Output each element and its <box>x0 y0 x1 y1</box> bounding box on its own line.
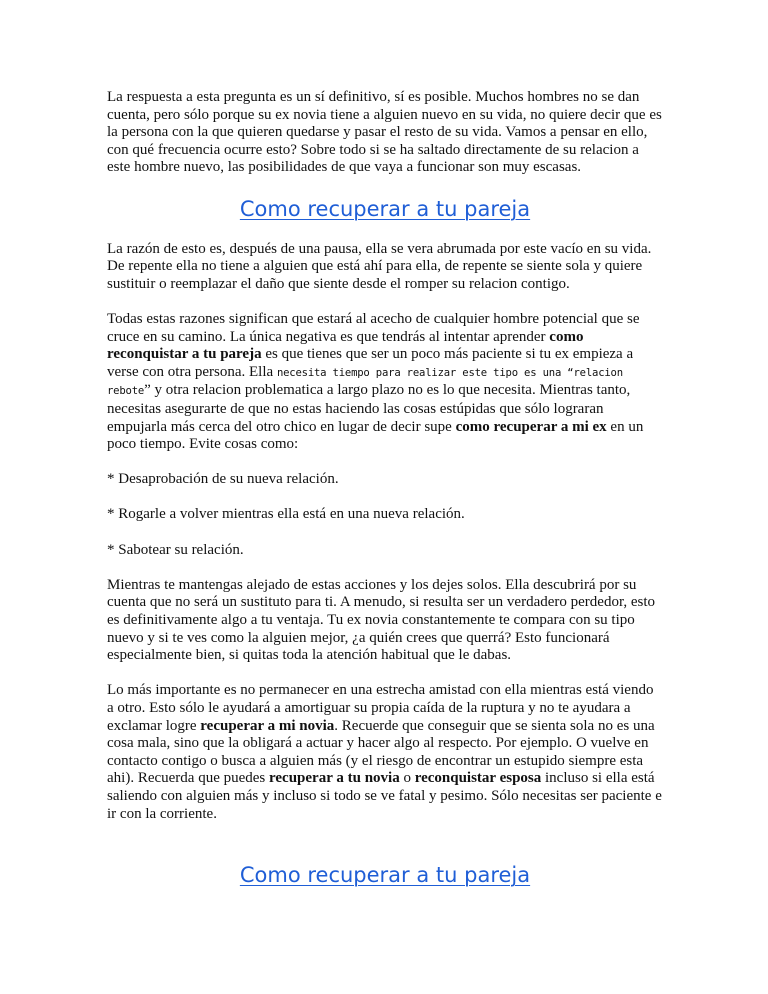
text-run: . Recuerde que conseguir que se sienta sola no es una cosa mala, sino que la obligará a actuar y hacer algo al respecto. Por ejemplo. O vuelve en contacto contigo o busca a alguien más (y el riesgo de encontrar un estupido siempre esta ahi). Recuerda que puedes <box>107 717 655 787</box>
bold-keyword: como reconquistar a tu pareja <box>107 328 584 363</box>
bullet-item: * Rogarle a volver mientras ella está en una nueva relación. <box>107 506 465 523</box>
link-como-recuperar-top[interactable]: Como recuperar a tu pareja <box>239 196 531 221</box>
text-run: Todas estas razones significan que estará al acecho de cualquier hombre potencial que se cruce en su camino. La única negativa es que tendrás al intentar aprender <box>107 310 640 345</box>
paragraph-intro: La respuesta a esta pregunta es un sí definitivo, sí es posible. Muchos hombres no se dan cuenta, pero sólo porque su ex novia tiene a alguien nuevo en su vida, no quiere decir que es la persona con la que quieren quedarse y pasar el resto de su vida. Vamos a pensar en ello, con qué frecuencia ocurre esto? Sobre todo si se ha saltado directamente de su relacion a este hombre nuevo, las posibilidades de que vaya a funcionar son muy escasas. <box>107 89 662 176</box>
bullet-item: * Desaprobación de su nueva relación. <box>107 471 339 488</box>
link-como-recuperar-bottom[interactable]: Como recuperar a tu pareja <box>239 863 531 888</box>
paragraph-reason: La razón de esto es, después de una pausa, ella se vera abrumada por este vacío en su vida. De repente ella no tiene a alguien que está ahí para ella, de repente se siente sola y quiere sustituir o reemplazar el daño que siente desde el romper su relacion contigo. <box>107 240 652 292</box>
text-run: incluso si ella está saliendo con alguien más y incluso si todo se ve fatal y pesimo. Sólo necesitas ser paciente e ir con la corriente. <box>107 770 662 822</box>
text-run: Lo más importante es no permanecer en una estrecha amistad con ella mientras está viendo a otro. Esto sólo le ayudará a amortiguar su propia caída de la ruptura y no te ayudara a exclamar logre <box>107 682 654 734</box>
bold-keyword: reconquistar esposa <box>414 770 542 787</box>
bullet-item: * Sabotear su relación. <box>107 541 244 558</box>
paragraph-important <box>107 682 663 823</box>
text-run: ” y otra relacion problematica a largo plazo no es lo que necesita. Mientras tanto, necesitas asegurarte de que no estas haciendo las cosas estúpidas que sólo lograran empujarla más cerca del otro chico en lugar de decir supe <box>107 382 631 435</box>
bold-keyword: como recuperar a mi ex <box>455 418 607 435</box>
bold-keyword: recuperar a tu novia <box>269 770 400 787</box>
heading-link-top <box>107 195 663 223</box>
text-run: en un poco tiempo. Evite cosas como: <box>107 418 644 453</box>
paragraph-reasons <box>107 311 663 454</box>
text-run: o <box>399 770 415 787</box>
mono-text-run: necesita tiempo para realizar este tipo es una “relacion rebote <box>107 366 623 398</box>
document-page <box>107 89 663 889</box>
paragraph-distance: Mientras te mantengas alejado de estas acciones y los dejes solos. Ella descubrirá por su cuenta que no será un sustituto para ti. A menudo, si resulta ser un verdadero perdedor, esto es definitivamente algo a tu ventaja. Tu ex novia constantemente te compara con su tipo nuevo y si te ves como la alguien mejor, ¿a quién crees que querrá? Esto funcionará especialmente bien, si quitas toda la atención habitual que le dabas. <box>107 576 655 664</box>
heading-link-bottom <box>107 861 663 889</box>
text-run: es que tienes que ser un poco más paciente si tu ex empieza a verse con otra persona. Ella <box>107 346 634 380</box>
bold-keyword: recuperar a mi novia <box>200 717 335 734</box>
